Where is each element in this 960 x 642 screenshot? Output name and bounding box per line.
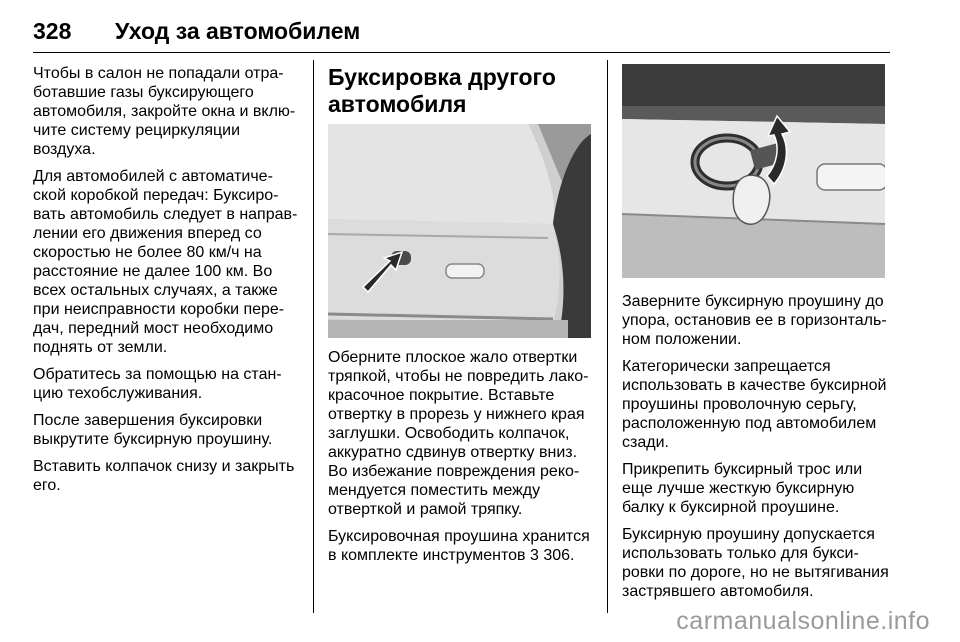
paragraph: Оберните плоское жало отвертки тряпкой, чтобы не повредить лако-красочное покрытие. Вставьте отвертку в прорезь у нижнего края заглушки. Освободить колпачок, аккуратно сдвинув отвертку вниз. Во избежание повреждения реко-мендуется поместить между отверткой и рамой тряпку. — [328, 349, 589, 518]
paragraph: Вставить колпачок снизу и закрыть его. — [33, 458, 295, 494]
bumper-cap-illustration — [328, 124, 591, 338]
towing-eye-illustration-svg — [622, 64, 885, 278]
towing-eye-illustration — [622, 64, 885, 278]
column-1 — [33, 64, 301, 503]
paragraph: Прикрепить буксирный трос или еще лучше жесткую буксирную балку к буксирной проушине. — [622, 461, 863, 516]
paragraph: После завершения буксировки выкрутите буксирную проушину. — [33, 412, 273, 448]
page-title: Уход за автомобилем — [115, 18, 361, 44]
column-divider — [607, 60, 608, 613]
section-heading: Буксировка другого автомобиля — [328, 64, 556, 117]
paragraph-text: Буксировочная проушина хранится в комплекте инструментов — [328, 528, 590, 564]
bumper-illustration-svg — [328, 124, 591, 338]
paragraph-with-reference — [328, 527, 596, 565]
reference-page: 306. — [543, 547, 575, 564]
paragraph: Чтобы в салон не попадали отра-ботавшие газы буксирующего автомобиля, закройте окна и вклю-чите систему рециркуляции воздуха. — [33, 65, 296, 158]
page-header — [33, 12, 890, 53]
column-divider — [313, 60, 314, 613]
paragraph: Категорически запрещается использовать в качестве буксирной проушины проволочную серьгу, расположенную под автомобилем сзади. — [622, 358, 887, 451]
paragraph: Заверните буксирную проушину до упора, остановив ее в горизонталь-ном положении. — [622, 293, 887, 348]
page-number: 328 — [33, 18, 72, 44]
page-reference-arrow-icon: 3 — [529, 547, 539, 564]
column-2-heading-area — [328, 64, 593, 124]
column-2-text — [328, 348, 596, 573]
column-3-text — [622, 292, 892, 609]
watermark: carmanualsonline.info — [676, 607, 930, 635]
paragraph: Для автомобилей с автоматиче-ской коробкой передач: Буксиро-вать автомобиль следует в направ-лении его движения вперед со скоростью не более 80 км/ч на расстояние не далее 100 км. Во всех остальных случаях, а также при неисправности коробки пере-дач, передний мост необходимо поднять от земли. — [33, 168, 298, 356]
paragraph: Буксирную проушину допускается использовать только для букси-ровки по дороге, но не вытягивания застрявшего автомобиля. — [622, 526, 889, 600]
paragraph: Обратитесь за помощью на стан-цию техобслуживания. — [33, 366, 282, 402]
